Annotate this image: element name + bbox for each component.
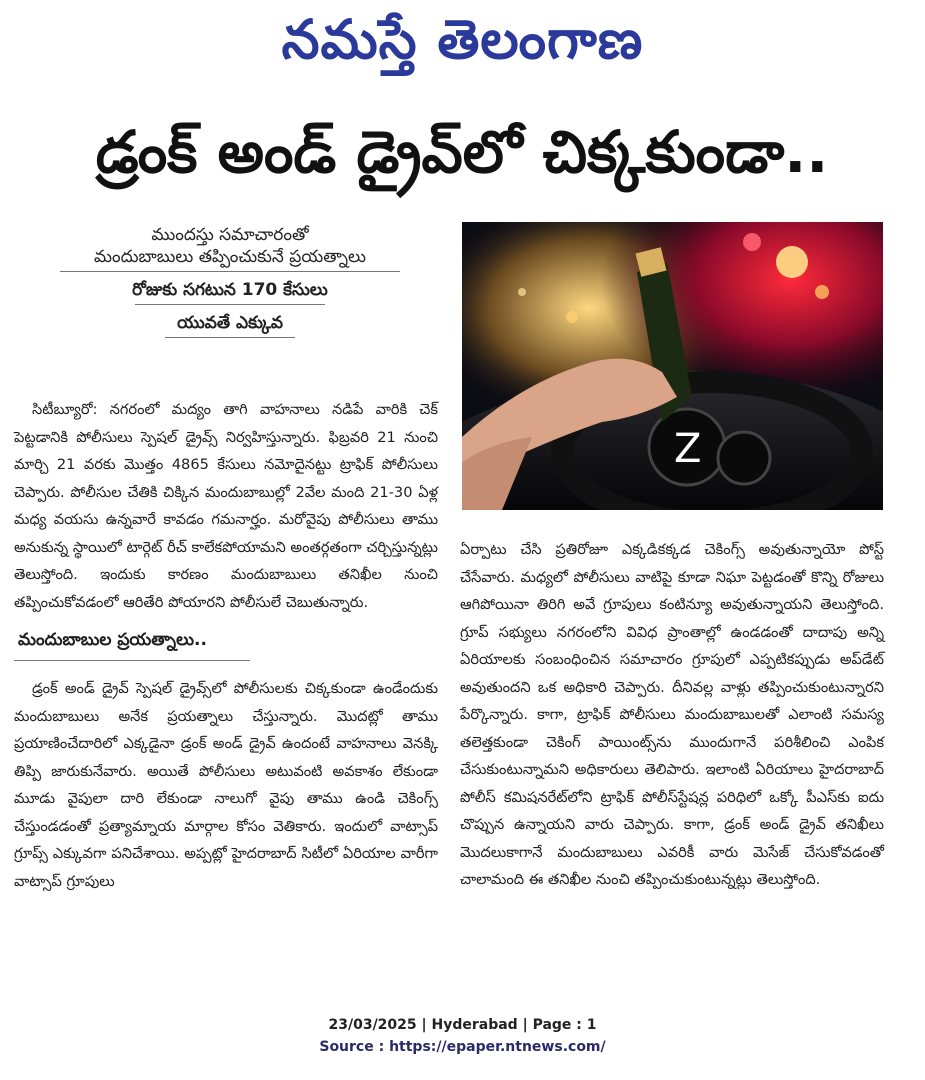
subhead-4: యువతే ఎక్కువ [177,313,283,333]
subhead-divider [165,337,295,338]
newspaper-masthead: నమస్తే తెలంగాణ [281,8,644,71]
speedometer-glyph: Z [674,426,702,472]
subhead-divider [135,304,325,305]
subhead-divider [60,271,400,272]
subheads-block [60,224,400,345]
photo-illustration [462,222,883,510]
subhead-3: రోజుకు సగటున 170 కేసులు [132,280,328,300]
article-paragraph: డ్రంక్ అండ్ డ్రైవ్ స్పెషల్ డ్రైవ్స్‌లో పోలీసులకు చిక్కకుండా ఉండేందుకు మందుబాబులు అనేక ప్రయత్నాలు చేస్తున్నారు. మొదట్లో తాము ప్రయాణించేదారిలో ఎక్కడైనా డ్రంక్ అండ్ డ్రైవ్ ఉందంటే వాహనాలు వెనక్కి తిప్పి జారుకునేవారు. అయితే పోలీసులు అటువంటి అవకాశం లేకుండా మూడు వైపులా దారి లేకుండా నాలుగో వైపు తాము ఉండి చెకింగ్స్ చేస్తుండడంతో ప్రత్యామ్నాయ మార్గాల కోసం వెతికారు. ఇందులో వాట్సాప్ గ్రూప్స్ ఎక్కువగా పనిచేశాయి. అప్పట్లో హైదరాబాద్ సిటీలో ఏరియాల వారీగా వాట్సాప్ గ్రూపులు [14,680,438,890]
footer-source-link[interactable]: Source : https://epaper.ntnews.com/ [319,1039,606,1055]
article-right-column [460,536,884,894]
subhead-1: ముందస్తు సమాచారంతో [151,225,309,245]
article-paragraph: సిటీబ్యూరో: నగరంలో మద్యం తాగి వాహనాలు నడిపే వారికి చెక్ పెట్టడానికి పోలీసులు స్పెషల్ డ్రైవ్స్ నిర్వహిస్తున్నారు. ఫిబ్రవరి 21 నుంచి మార్చి 21 వరకు మొత్తం 4865 కేసులు నమోదైనట్టు ట్రాఫిక్ పోలీసులు చెప్పారు. పోలీసుల చేతికి చిక్కిన మందుబాబుల్లో 2వేల మంది 21-30 ఏళ్ల మధ్య వయసు ఉన్నవారే కావడం గమనార్హం. మరోవైపు పోలీసులు తాము అనుకున్న స్థాయిలో టార్గెట్ రీచ్ కాలేకపోయామని అంతర్గతంగా చర్చిస్తున్నట్లు తెలుస్తోంది. ఇందుకు కారణం మందుబాబులు తనిఖీల నుంచి తప్పించుకోవడంలో ఆరితేరి పోయారని పోలీసులే చెబుతున్నారు. [14,401,438,611]
article-left-column [14,396,438,895]
subhead-2: మందుబాబులు తప్పించుకునే ప్రయత్నాలు [94,247,366,267]
section-heading: మందుబాబుల ప్రయత్నాలు.. [18,630,207,650]
section-divider [14,660,250,661]
article-headline: డ్రంక్ అండ్ డ్రైవ్‌లో చిక్కకుండా.. [95,118,829,186]
page-footer [0,1014,925,1058]
footer-dateline: 23/03/2025 | Hyderabad | Page : 1 [328,1017,597,1033]
drunk-driving-photo [462,222,883,510]
article-paragraph: ఏర్పాటు చేసి ప్రతిరోజూ ఎక్కడికక్కడ చెకింగ్స్ అవుతున్నాయో పోస్ట్ చేసేవారు. మధ్యలో పోలీసులు వాటిపై కూడా నిఘా పెట్టడంతో కొన్ని రోజులు ఆగిపోయినా తిరిగి అవే గ్రూపులు కంటిన్యూ అవుతున్నాయని తెలుస్తోంది. గ్రూప్ సభ్యులు నగరంలోని వివిధ ప్రాంతాల్లో ఉండడంతో దాదాపు అన్ని ఏరియాలకు సంబంధించిన సమాచారం గ్రూపులో ఎప్పటికప్పుడు అప్‌డేట్ అవుతుందని ఒక అధికారి చెప్పారు. దీనివల్ల వాళ్లు తప్పించుకుంటున్నారని పేర్కొన్నారు. కాగా, ట్రాఫిక్ పోలీసులు మందుబాబులతో ఎలాంటి సమస్య తలెత్తకుండా చెకింగ్ పాయింట్స్‌ను ముందుగానే పరిశీలించి ఎంపిక చేసుకుంటున్నామని అధికారులు తెలిపారు. ఇలాంటి ఏరియాలు హైదరాబాద్ పోలీస్ కమిషనరేట్‌లోని ట్రాఫిక్ పోలీస్‌స్టేషన్ల పరిధిలో ఒక్కో పీఎస్‌కు ఐదు చొప్పున ఉన్నాయని వారు చెప్పారు. కాగా, డ్రంక్ అండ్ డ్రైవ్ తనిఖీలు మొదలుకాగానే మందుబాబులు ఎవరికీ వారు మెసేజ్ చేసుకోవడంతో చాలామంది ఈ తనిఖీల నుంచి తప్పించుకుంటున్నట్లు తెలుస్తోంది. [460,541,884,888]
